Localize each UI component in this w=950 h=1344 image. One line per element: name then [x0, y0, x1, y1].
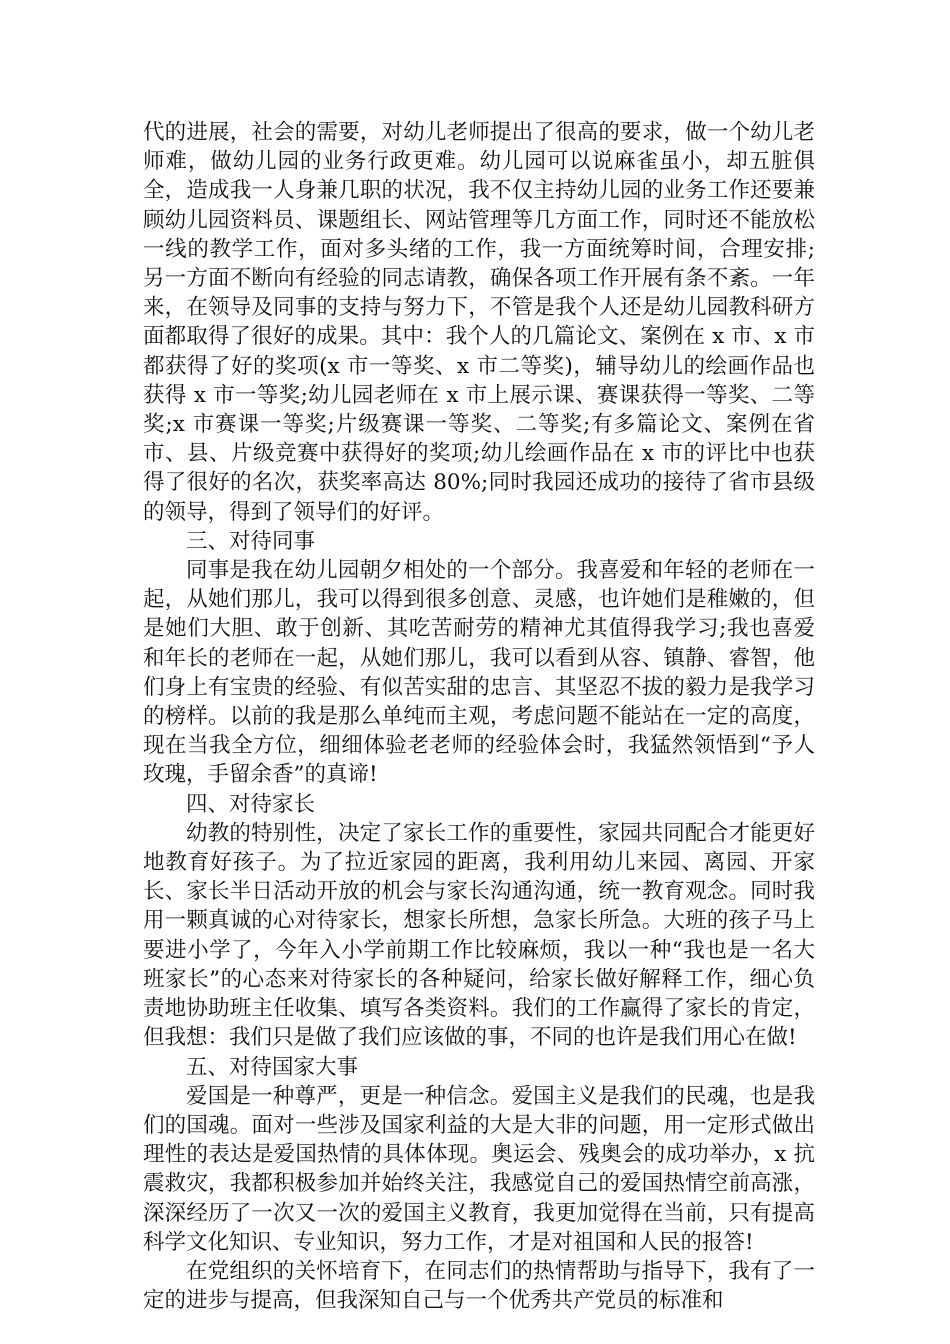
paragraph-colleagues: 同事是我在幼儿园朝夕相处的一个部分。我喜爱和年轻的老师在一起，从她们那儿，我可以得到很多创意、灵感，也许她们是稚嫩的，但是她们大胆、敢于创新、其吃苦耐劳的精神尤其值得我学习;我也喜爱和年长的老师在一起，从她们那儿，我可以看到从容、镇静、睿智，他们身上有宝贵的经验、有似苦实甜的忠言、其坚忍不拔的毅力是我学习的榜样。以前的我是那么单纯而主观，考虑问题不能站在一定的高度，现在当我全方位，细细体验老老师的经验体会时，我猛然领悟到“予人玫瑰，手留余香”的真谛!	[143, 558, 815, 788]
section-heading-colleagues: 三、对待同事	[186, 528, 316, 554]
paragraph-conclusion: 在党组织的关怀培育下，在同志们的热情帮助与指导下，我有了一定的进步与提高，但我深知自己与一个优秀共产党员的标准和	[143, 1258, 815, 1314]
document-page	[143, 118, 815, 1315]
section-heading-national-affairs: 五、对待国家大事	[186, 1054, 359, 1080]
section-heading-parents: 四、对待家长	[186, 791, 316, 817]
paragraph-parents: 幼教的特别性，决定了家长工作的重要性，家园共同配合才能更好地教育好孩子。为了拉近家园的距离，我利用幼儿来园、离园、开家长、家长半日活动开放的机会与家长沟通沟通，统一教育观念。同时我用一颗真诚的心对待家长，想家长所想，急家长所急。大班的孩子马上要进小学了，今年入小学前期工作比较麻烦，我以一种“我也是一名大班家长”的心态来对待家长的各种疑问，给家长做好解释工作，细心负责地协助班主任收集、填写各类资料。我们的工作赢得了家长的肯定，但我想：我们只是做了我们应该做的事，不同的也许是我们用心在做!	[143, 820, 815, 1051]
paragraph-achievements: 代的进展，社会的需要，对幼儿老师提出了很高的要求，做一个幼儿老师难，做幼儿园的业务行政更难。幼儿园可以说麻雀虽小，却五脏俱全，造成我一人身兼几职的状况，我不仅主持幼儿园的业务工作还要兼顾幼儿园资料员、课题组长、网站管理等几方面工作，同时还不能放松一线的教学工作，面对多头绪的工作，我一方面统筹时间，合理安排;另一方面不断向有经验的同志请教，确保各项工作开展有条不紊。一年来，在领导及同事的支持与努力下，不管是我个人还是幼儿园教科研方面都取得了很好的成果。其中：我个人的几篇论文、案例在 x 市、x 市都获得了好的奖项(x 市一等奖、x 市二等奖)，辅导幼儿的绘画作品也获得 x 市一等奖;幼儿园老师在 x 市上展示课、赛课获得一等奖、二等奖;x 市赛课一等奖;片级赛课一等奖、二等奖;有多篇论文、案例在省市、县、片级竞赛中获得好的奖项;幼儿绘画作品在 x 市的评比中也获得了很好的名次，获奖率高达 80%;同时我园还成功的接待了省市县级的领导，得到了领导们的好评。	[143, 120, 815, 525]
paragraph-national-affairs: 爱国是一种尊严，更是一种信念。爱国主义是我们的民魂，也是我们的国魂。面对一些涉及国家利益的大是大非的问题，用一定形式做出理性的表达是爱国热情的具体体现。奥运会、残奥会的成功举办，x 抗震救灾，我都积极参加并始终关注，我感觉自己的爱国热情空前高涨，深深经历了一次又一次的爱国主义教育，我更加觉得在当前，只有提高科学文化知识、专业知识，努力工作，才是对祖国和人民的报答!	[143, 1083, 815, 1255]
